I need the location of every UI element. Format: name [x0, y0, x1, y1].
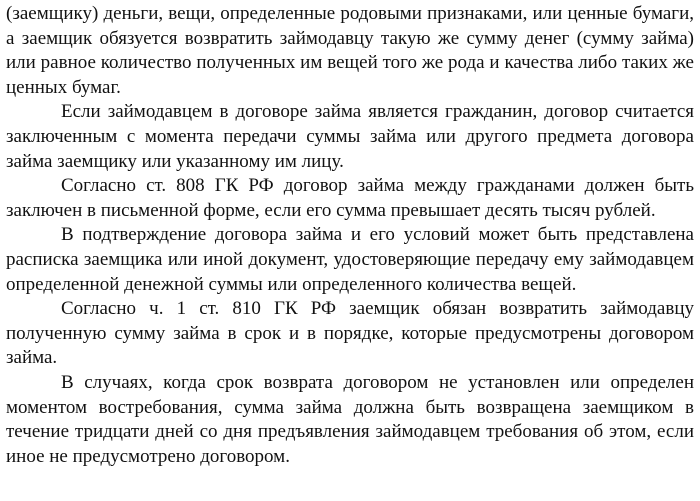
paragraph-receipt-confirmation: В подтверждение договора займа и его условий может быть представлена расписка заемщика или иной документ, удостоверяющие передачу ему займодавцем определенной денежной суммы или определенного количества вещей. — [6, 224, 694, 295]
paragraph-continuation: (заемщику) деньги, вещи, определенные родовыми признаками, или ценные бумаги, а заемщик обязуется возвратить займодавцу такую же сумму денег (сумму займа) или равное количество полученных им вещей того же рода и качества либо таких же ценных бумаг. — [6, 3, 694, 98]
paragraph-lender-citizen: Если займодавцем в договоре займа является гражданин, договор считается заключенным с момента передачи суммы займа или другого предмета договора займа заемщику или указанному им лицу. — [6, 101, 694, 172]
paragraph-article-808: Согласно ст. 808 ГК РФ договор займа между гражданами должен быть заключен в письменной форме, если его сумма превышает десять тысяч рублей. — [6, 175, 694, 221]
paragraph-article-810: Согласно ч. 1 ст. 810 ГК РФ заемщик обязан возвратить займодавцу полученную сумму займа в срок и в порядке, которые предусмотрены договором займа. — [6, 298, 694, 369]
paragraph-return-term: В случаях, когда срок возврата договором не установлен или определен моментом востребования, сумма займа должна быть возвращена заемщиком в течение тридцати дней со дня предъявления займодавцем требования об этом, если иное не предусмотрено договором. — [6, 371, 694, 467]
document-page — [6, 0, 694, 469]
